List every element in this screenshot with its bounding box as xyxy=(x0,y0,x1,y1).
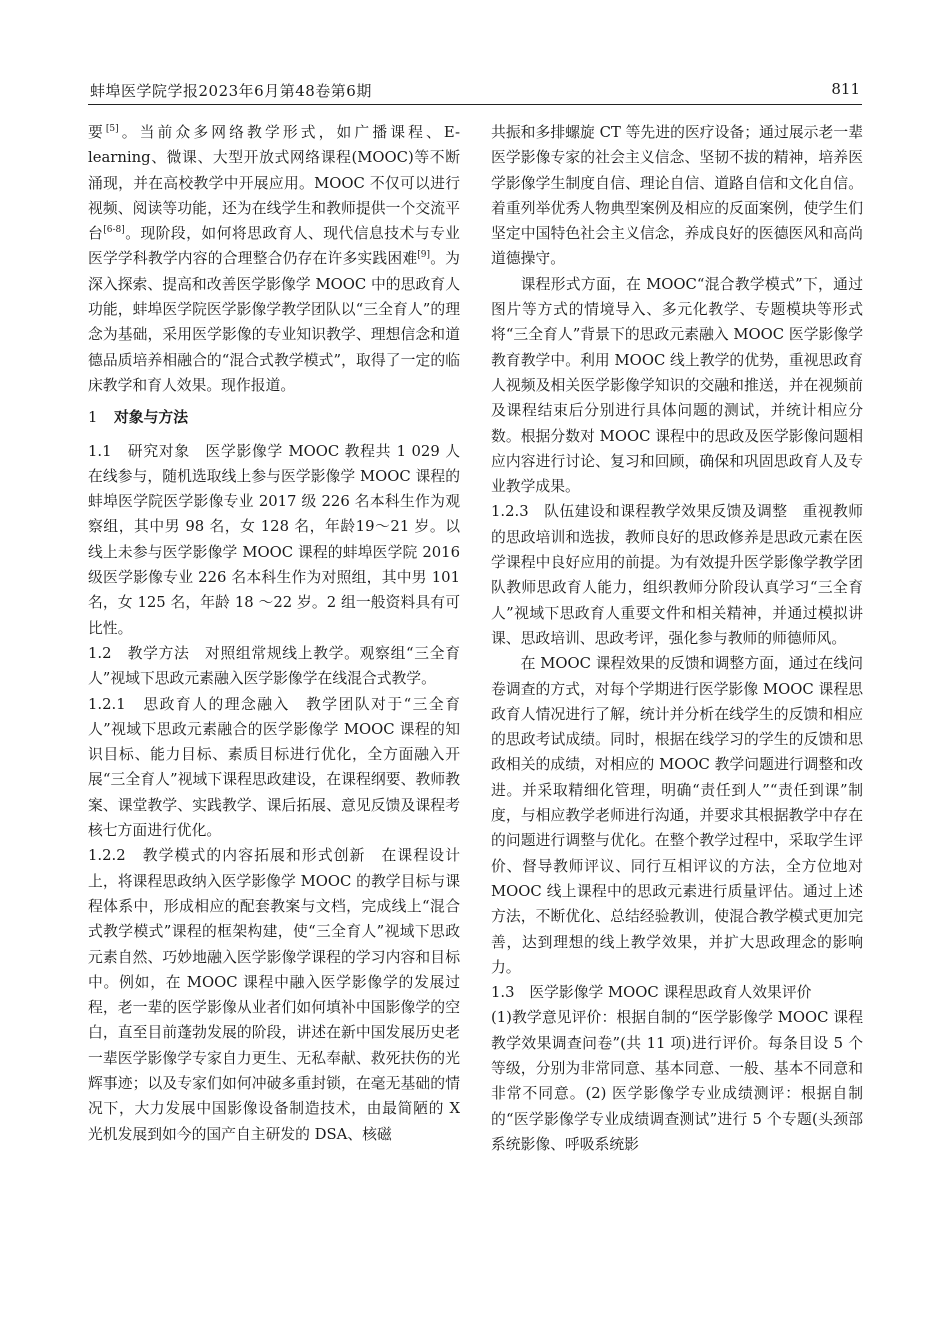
left-column xyxy=(88,120,460,1147)
paragraph: 课程形式方面，在 MOOC“混合教学模式”下，通过图片等方式的情境导入、多元化教学、专题模块等形式将“三全育人”背景下的思政元素融入 MOOC 医学影像学教育教学中。利用 MOOC 线上教学的优势，重视思政育人视频及相关医学影像学知识的交融和推送，并在视频前及课程结束后分别进行具体问题的测试，并统计相应分数。根据分数对 MOOC 课程中的思政及医学影像问题相应内容进行讨论、复习和回顾，确保和巩固思政育人及专业教学成果。 xyxy=(491,275,863,496)
paragraph: 在 MOOC 课程效果的反馈和调整方面，通过在线问卷调查的方式，对每个学期进行医学影像 MOOC 课程思政育人情况进行了解，统计并分析在线学生的反馈和相应的思政考试成绩。同时，根据在线学习的学生的反馈和思政相关的成绩，对相应的 MOOC 教学问题进行调整和改进。并采取精细化管理，明确“责任到人”“责任到课”制度，与相应教学老师进行沟通，并要求其根据教学中存在的问题进行调整与优化。在整个教学过程中，采取学生评价、督导教师评议、同行互相评议的方法，全方位地对 MOOC 线上课程中的思政元素进行质量评估。通过上述方法，不断优化、总结经验教训，使混合教学模式更加完善，达到理想的线上教学效果，并扩大思政理念的影响力。 xyxy=(491,655,863,976)
citation: [6-8] xyxy=(103,225,125,236)
subsection-1-2-1: 1.2.1 思政育人的理念融入 教学团队对于“三全育人”视域下思政元素融合的医学影像学 MOOC 课程的知识目标、能力目标、素质目标进行优化，全方面融入开展“三全育人”视域下课程思政建设，在课程纲要、教师教案、课堂教学、实践教学、课后拓展、意见反馈及课程考核七方面进行优化。 xyxy=(88,695,460,840)
subsection-1-2: 1.2 教学方法 对照组常规线上教学。观察组“三全育人”视域下思政元素融入医学影像学在线混合式教学。 xyxy=(88,644,460,688)
paragraph: (1)教学意见评价：根据自制的“医学影像学 MOOC 课程教学效果调查问卷”(共 11 项)进行评价。每条目设 5 个等级，分别为非常同意、基本同意、一般、基本不同意和非常不同意。(2) 医学影像学专业成绩测评：根据自制的“医学影像学专业成绩调查测试”进行 5 个专题(头颈部系统影像、呼吸系统影 xyxy=(491,1009,863,1153)
section-heading xyxy=(88,405,460,430)
citation: [9] xyxy=(417,250,431,261)
intro-paragraph xyxy=(88,120,460,398)
right-column xyxy=(491,120,863,1157)
text-run: 。当前众多网络教学形式，如广播课程、E-learning、微课、大型开放式网络课程(MOOC)等不断涌现，并在高校教学中开展应用。MOOC 不仅可以进行视频、阅读等功能，还为在线学生和教师提供一个交流平台 xyxy=(88,124,460,243)
running-header xyxy=(88,78,862,105)
section-title: 对象与方法 xyxy=(114,409,188,427)
subsection-1-1: 1.1 研究对象 医学影像学 MOOC 教程共 1 029 人在线参与，随机选取线上参与医学影像学 MOOC 课程的蚌埠医学院医学影像专业 2017 级 226 名本科生作为观察组，其中男 98 名，女 128 名，年龄19～21 岁。以线上未参与医学影像学 MOOC 课程的蚌埠医学院 2016 级医学影像专业 226 名本科生作为对照组，其中男 101 名，女 125 名，年龄 18 ～22 岁。2 组一般资料具有可比性。 xyxy=(88,442,460,637)
section-number: 1 xyxy=(88,409,98,427)
citation: [5] xyxy=(105,124,119,134)
text-run: 。为深入探索、提高和改善医学影像学 MOOC 中的思政育人功能，蚌埠医学院医学影像学教学团队以“三全育人”的理念为基础，采用医学影像的专业知识教学、理想信念和道德品质培养相融合的“混合式教学模式”，取得了一定的临床教学和育人效果。现作报道。 xyxy=(88,250,460,394)
page-number: 811 xyxy=(831,80,860,98)
subsection-1-2-3: 1.2.3 队伍建设和课程教学效果反馈及调整 重视教师的思政培训和选拔，教师良好的思政修养是思政元素在医学课程中良好应用的前提。为有效提升医学影像学教学团队教师思政育人能力，组织教师分阶段认真学习“三全育人”视域下思政育人重要文件和相关精神，并通过模拟讲课、思政培训、思政考评，强化参与教师的师德师风。 xyxy=(491,503,863,647)
subsection-1-3-heading: 1.3 医学影像学 MOOC 课程思政育人效果评价 xyxy=(491,984,812,1002)
subsection-1-2-2: 1.2.2 教学模式的内容拓展和形式创新 在课程设计上，将课程思政纳入医学影像学 MOOC 的教学目标与课程体系中，形成相应的配套教案与文档，完成线上“混合式教学模式”课程的框架构建，使“三全育人”视域下思政元素自然、巧妙地融入医学影像学课程的学习内容和目标中。例如，在 MOOC 课程中融入医学影像学的发展过程，老一辈的医学影像从业者们如何填补中国影像学的空白，直至目前蓬勃发展的阶段，讲述在新中国发展历史老一辈医学影像学专家自力更生、无私奉献、救死扶伤的光辉事迹；以及专家们如何冲破多重封锁，在毫无基础的情况下，大力发展中国影像设备制造技术，由最简陋的 X 光机发展到如今的国产自主研发的 DSA、核磁 xyxy=(88,847,460,1143)
journal-title: 蚌埠医学院学报2023年6月第48卷第6期 xyxy=(90,82,372,100)
text-run: 。现阶段，如何将思政育人、现代信息技术与专业医学学科教学内容的合理整合仍存在许多实践困难 xyxy=(88,225,460,268)
text-run: 要 xyxy=(88,124,106,141)
paragraph: 共振和多排螺旋 CT 等先进的医疗设备；通过展示老一辈医学影像专家的社会主义信念、坚韧不拔的精神，培养医学影像学生制度自信、理论自信、道路自信和文化自信。着重列举优秀人物典型案例及相应的反面案例，使学生们坚定中国特色社会主义信念，养成良好的医德医风和高尚道德操守。 xyxy=(491,124,863,268)
